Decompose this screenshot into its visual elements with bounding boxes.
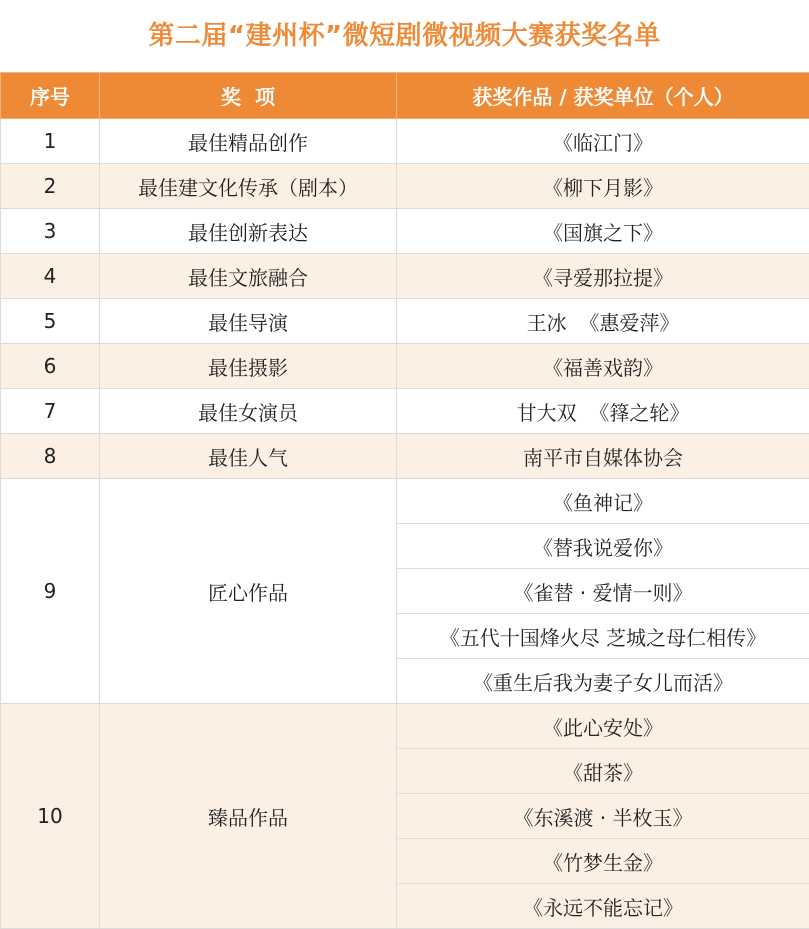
- row-award: 最佳导演: [100, 299, 397, 344]
- row-winner: 《替我说爱你》: [397, 524, 809, 569]
- row-number: 5: [1, 299, 100, 344]
- table-row: [1, 434, 809, 479]
- awards-table: [0, 72, 809, 929]
- row-award: 匠心作品: [100, 479, 397, 704]
- row-award: 最佳创新表达: [100, 209, 397, 254]
- table-row: [1, 209, 809, 254]
- row-award: 臻品作品: [100, 704, 397, 929]
- table-row: [1, 479, 809, 524]
- row-number: 3: [1, 209, 100, 254]
- row-number: 9: [1, 479, 100, 704]
- row-number: 7: [1, 389, 100, 434]
- header-award: 奖 项: [100, 73, 397, 119]
- header-number: 序号: [1, 73, 100, 119]
- table-row: [1, 344, 809, 389]
- row-winner: 《此心安处》: [397, 704, 809, 749]
- row-winner: 南平市自媒体协会: [397, 434, 809, 479]
- row-winner: 《永远不能忘记》: [397, 884, 809, 929]
- table-row: [1, 254, 809, 299]
- row-number: 8: [1, 434, 100, 479]
- table-row: [1, 389, 809, 434]
- row-winner: 《福善戏韵》: [397, 344, 809, 389]
- table-header-row: [1, 73, 809, 119]
- row-number: 10: [1, 704, 100, 929]
- row-award: 最佳建文化传承（剧本）: [100, 164, 397, 209]
- row-award: 最佳人气: [100, 434, 397, 479]
- table-row: [1, 164, 809, 209]
- row-winner: 《重生后我为妻子女儿而活》: [397, 659, 809, 704]
- row-winner: 《东溪渡 · 半枚玉》: [397, 794, 809, 839]
- row-winner: 《甜茶》: [397, 749, 809, 794]
- header-winner: 获奖作品 / 获奖单位（个人）: [397, 73, 809, 119]
- row-winner: 甘大双 《箨之轮》: [397, 389, 809, 434]
- page-title: 第二届“建州杯”微短剧微视频大赛获奖名单: [0, 0, 809, 72]
- table-row: [1, 119, 809, 164]
- row-winner: 《柳下月影》: [397, 164, 809, 209]
- table-row: [1, 299, 809, 344]
- row-number: 6: [1, 344, 100, 389]
- row-number: 2: [1, 164, 100, 209]
- row-winner: 《国旗之下》: [397, 209, 809, 254]
- row-winner: 《五代十国烽火尽 芝城之母仁相传》: [397, 614, 809, 659]
- row-winner: 《寻爱那拉提》: [397, 254, 809, 299]
- row-number: 1: [1, 119, 100, 164]
- row-award: 最佳女演员: [100, 389, 397, 434]
- row-winner: 《临江门》: [397, 119, 809, 164]
- row-winner: 《竹梦生金》: [397, 839, 809, 884]
- row-winner: 《鱼神记》: [397, 479, 809, 524]
- row-number: 4: [1, 254, 100, 299]
- row-winner: 王冰 《惠爱萍》: [397, 299, 809, 344]
- row-award: 最佳文旅融合: [100, 254, 397, 299]
- table-row: [1, 704, 809, 749]
- row-award: 最佳摄影: [100, 344, 397, 389]
- row-winner: 《雀替 · 爱情一则》: [397, 569, 809, 614]
- row-award: 最佳精品创作: [100, 119, 397, 164]
